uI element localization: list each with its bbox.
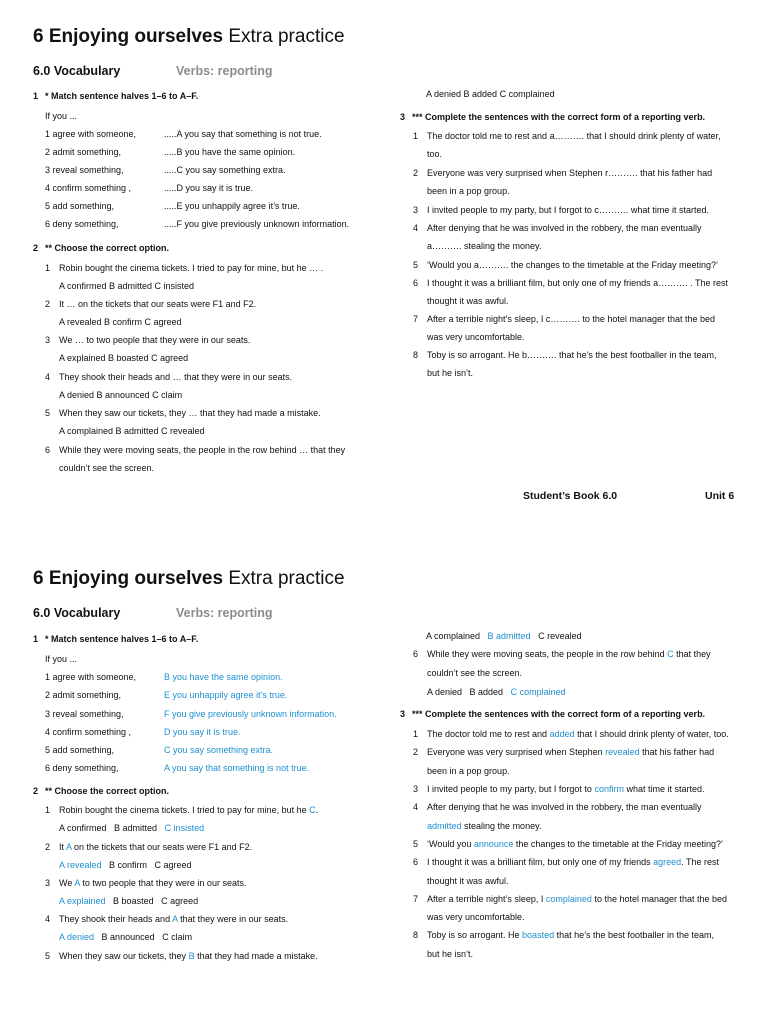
exercise-number: 2 bbox=[33, 243, 39, 253]
list-item: 5 add something, bbox=[45, 745, 115, 755]
exercise-number: 2 bbox=[33, 786, 39, 796]
list-item: 6 deny something, bbox=[45, 763, 119, 773]
item-number: 3 bbox=[45, 878, 51, 888]
answer-text: A bbox=[66, 842, 72, 852]
item-number: 5 bbox=[413, 839, 419, 849]
list-item: 4 confirm something , bbox=[45, 183, 132, 193]
answer-text: revealed bbox=[605, 747, 640, 757]
question-text: They shook their heads and A that they were in our seats. bbox=[59, 914, 289, 924]
sentence-text: I invited people to my party, but I forgot to confirm what time it started. bbox=[427, 784, 705, 794]
answer-text: confirm bbox=[594, 784, 624, 794]
exercise-instruction: ** Choose the correct option. bbox=[45, 786, 170, 796]
item-number: 5 bbox=[413, 260, 419, 270]
answer-text: A revealed bbox=[59, 860, 102, 870]
item-number: 4 bbox=[45, 372, 51, 382]
item-number: 1 bbox=[413, 729, 419, 739]
answer-options: A denied B added C complained bbox=[426, 89, 555, 99]
sentence-text: Everyone was very surprised when Stephen r………. that his father had bbox=[427, 168, 713, 178]
exercise-instruction: *** Complete the sentences with the correct form of a reporting verb. bbox=[412, 112, 706, 122]
page-title: 6 Enjoying ourselves Extra practice bbox=[33, 568, 345, 589]
sentence-text: After denying that he was involved in the robbery, the man eventually bbox=[427, 802, 702, 812]
question-text: While they were moving seats, the people in the row behind … that they bbox=[59, 445, 346, 455]
sentence-text: The doctor told me to rest and a………. that I should drink plenty of water, bbox=[427, 131, 721, 141]
item-number: 2 bbox=[45, 299, 51, 309]
list-item: 2 admit something, bbox=[45, 147, 122, 157]
sentence-text: was very uncomfortable. bbox=[427, 912, 525, 922]
item-number: 6 bbox=[413, 857, 419, 867]
list-item: 2 admit something, bbox=[45, 690, 122, 700]
question-text: When they saw our tickets, they B that they had made a mistake. bbox=[59, 951, 318, 961]
question-text: We … to two people that they were in our seats. bbox=[59, 335, 251, 345]
exercise-number: 1 bbox=[33, 634, 39, 644]
exercise-number: 1 bbox=[33, 91, 39, 101]
answer-options: A complained B admitted C revealed bbox=[59, 426, 205, 436]
answer-text: B you have the same opinion. bbox=[164, 672, 283, 682]
item-number: 8 bbox=[413, 930, 419, 940]
exercise-instruction: *** Complete the sentences with the correct form of a reporting verb. bbox=[412, 709, 706, 719]
answer-text: agreed bbox=[653, 857, 682, 867]
section-heading: 6.0 Vocabulary bbox=[33, 64, 121, 78]
question-text: couldn’t see the screen. bbox=[427, 668, 523, 678]
answer-text: A denied bbox=[59, 932, 95, 942]
item-number: 6 bbox=[413, 649, 419, 659]
exercise-instruction: * Match sentence halves 1–6 to A–F. bbox=[45, 634, 199, 644]
list-item: .....F you give previously unknown information. bbox=[164, 219, 350, 229]
item-number: 1 bbox=[413, 131, 419, 141]
answer-options: A confirmed B admitted C insisted bbox=[59, 281, 195, 291]
question-text: They shook their heads and … that they were in our seats. bbox=[59, 372, 293, 382]
answer-text: E you unhappily agree it’s true. bbox=[164, 690, 288, 700]
answer-text: F you give previously unknown information. bbox=[164, 709, 337, 719]
answer-text: D you say it is true. bbox=[164, 727, 241, 737]
sentence-text: I thought it was a brilliant film, but only one of my friends a………. . The rest bbox=[427, 278, 728, 288]
answer-text: announce bbox=[473, 839, 514, 849]
item-number: 2 bbox=[45, 842, 51, 852]
footer-unit: Unit 6 bbox=[705, 490, 735, 502]
item-number: 4 bbox=[413, 223, 419, 233]
answer-text: A explained bbox=[59, 896, 106, 906]
sentence-text: I invited people to my party, but I forgot to c………. what time it started. bbox=[427, 205, 709, 215]
item-number: 2 bbox=[413, 168, 419, 178]
sentence-text: been in a pop group. bbox=[427, 766, 510, 776]
item-number: 2 bbox=[413, 747, 419, 757]
answer-options: A denied B announced C claim bbox=[59, 932, 193, 942]
question-text: While they were moving seats, the people in the row behind C that they bbox=[427, 649, 711, 659]
question-text: It A on the tickets that our seats were F1 and F2. bbox=[59, 842, 253, 852]
sentence-text: thought it was awful. bbox=[427, 876, 509, 886]
answer-text: admitted bbox=[427, 821, 462, 831]
exercise-instruction: * Match sentence halves 1–6 to A–F. bbox=[45, 91, 199, 101]
exercise-number: 3 bbox=[400, 112, 406, 122]
subsection-heading: Verbs: reporting bbox=[176, 606, 273, 620]
sentence-text: ‘Would you a………. the changes to the timetable at the Friday meeting?’ bbox=[427, 260, 718, 270]
answer-text: complained bbox=[545, 894, 592, 904]
list-item: .....E you unhappily agree it’s true. bbox=[164, 201, 300, 211]
question-text: When they saw our tickets, they … that they had made a mistake. bbox=[59, 408, 321, 418]
question-text: Robin bought the cinema tickets. I tried to pay for mine, but he C. bbox=[59, 805, 319, 815]
answer-options: A confirmed B admitted C insisted bbox=[59, 823, 205, 833]
exercise-number: 3 bbox=[400, 709, 406, 719]
sentence-text: but he isn’t. bbox=[427, 368, 474, 378]
sentence-text: admitted stealing the money. bbox=[427, 821, 542, 831]
sentence-text: been in a pop group. bbox=[427, 186, 510, 196]
answer-options: A denied B announced C claim bbox=[59, 390, 183, 400]
list-item: 6 deny something, bbox=[45, 219, 119, 229]
question-text: It … on the tickets that our seats were F1 and F2. bbox=[59, 299, 257, 309]
item-number: 7 bbox=[413, 314, 419, 324]
sentence-text: was very uncomfortable. bbox=[427, 332, 525, 342]
item-number: 6 bbox=[45, 445, 51, 455]
list-item: 1 agree with someone, bbox=[45, 129, 137, 139]
section-heading: 6.0 Vocabulary bbox=[33, 606, 121, 620]
list-item: 3 reveal something, bbox=[45, 709, 124, 719]
list-item: 4 confirm something , bbox=[45, 727, 132, 737]
sentence-text: After a terrible night’s sleep, I c………. to the hotel manager that the bed bbox=[427, 314, 715, 324]
answer-text: C bbox=[309, 805, 316, 815]
answer-text: C bbox=[667, 649, 674, 659]
list-item: 5 add something, bbox=[45, 201, 115, 211]
answer-text: A bbox=[172, 914, 178, 924]
sentence-text: After a terrible night’s sleep, I complained to the hotel manager that the bed bbox=[427, 894, 728, 904]
sentence-text: Toby is so arrogant. He b………. that he’s the best footballer in the team, bbox=[427, 350, 717, 360]
answer-options: A explained B boasted C agreed bbox=[59, 353, 189, 363]
answer-text: A bbox=[74, 878, 80, 888]
subsection-heading: Verbs: reporting bbox=[176, 64, 273, 78]
answer-options: A explained B boasted C agreed bbox=[59, 896, 199, 906]
page-title: 6 Enjoying ourselves Extra practice bbox=[33, 26, 345, 47]
question-text: couldn’t see the screen. bbox=[59, 463, 155, 473]
item-number: 3 bbox=[413, 784, 419, 794]
list-item: .....B you have the same opinion. bbox=[164, 147, 296, 157]
answer-text: A you say that something is not true. bbox=[164, 763, 310, 773]
question-text: We A to two people that they were in our seats. bbox=[59, 878, 247, 888]
answer-text: boasted bbox=[522, 930, 555, 940]
answer-options: A complained B admitted C revealed bbox=[426, 631, 582, 641]
item-number: 3 bbox=[45, 335, 51, 345]
item-number: 5 bbox=[45, 951, 51, 961]
sentence-text: Toby is so arrogant. He boasted that he’s the best footballer in the team, bbox=[427, 930, 715, 940]
list-item: .....D you say it is true. bbox=[164, 183, 254, 193]
answer-options: A denied B added C complained bbox=[427, 687, 566, 697]
sentence-text: too. bbox=[427, 149, 443, 159]
sentence-text: ‘Would you announce the changes to the timetable at the Friday meeting?’ bbox=[427, 839, 724, 849]
list-item: 3 reveal something, bbox=[45, 165, 124, 175]
item-number: 1 bbox=[45, 263, 51, 273]
sentence-text: thought it was awful. bbox=[427, 296, 509, 306]
answer-text: C you say something extra. bbox=[164, 745, 274, 755]
item-number: 1 bbox=[45, 805, 51, 815]
list-item: 1 agree with someone, bbox=[45, 672, 137, 682]
sentence-text: After denying that he was involved in the robbery, the man eventually bbox=[427, 223, 702, 233]
exercise-intro: If you ... bbox=[45, 111, 78, 121]
item-number: 8 bbox=[413, 350, 419, 360]
answer-options: A revealed B confirm C agreed bbox=[59, 860, 192, 870]
sentence-text: a………. stealing the money. bbox=[427, 241, 542, 251]
answer-text: added bbox=[549, 729, 575, 739]
exercise-instruction: ** Choose the correct option. bbox=[45, 243, 170, 253]
sentence-text: I thought it was a brilliant film, but only one of my friends agreed. The rest bbox=[427, 857, 719, 867]
sentence-text: but he isn’t. bbox=[427, 949, 474, 959]
list-item: .....C you say something extra. bbox=[164, 165, 286, 175]
sentence-text: The doctor told me to rest and added that I should drink plenty of water, too. bbox=[427, 729, 729, 739]
answer-text: C insisted bbox=[164, 823, 205, 833]
exercise-intro: If you ... bbox=[45, 654, 78, 664]
answer-options: A revealed B confirm C agreed bbox=[59, 317, 182, 327]
answer-text: B bbox=[188, 951, 195, 961]
answer-text: C complained bbox=[510, 687, 566, 697]
sentence-text: Everyone was very surprised when Stephen revealed that his father had bbox=[427, 747, 715, 757]
list-item: .....A you say that something is not true. bbox=[164, 129, 322, 139]
item-number: 3 bbox=[413, 205, 419, 215]
question-text: Robin bought the cinema tickets. I tried to pay for mine, but he … . bbox=[59, 263, 324, 273]
item-number: 4 bbox=[45, 914, 51, 924]
item-number: 7 bbox=[413, 894, 419, 904]
item-number: 5 bbox=[45, 408, 51, 418]
footer-book: Student’s Book 6.0 bbox=[523, 490, 618, 502]
item-number: 6 bbox=[413, 278, 419, 288]
item-number: 4 bbox=[413, 802, 419, 812]
answer-text: B admitted bbox=[487, 631, 531, 641]
